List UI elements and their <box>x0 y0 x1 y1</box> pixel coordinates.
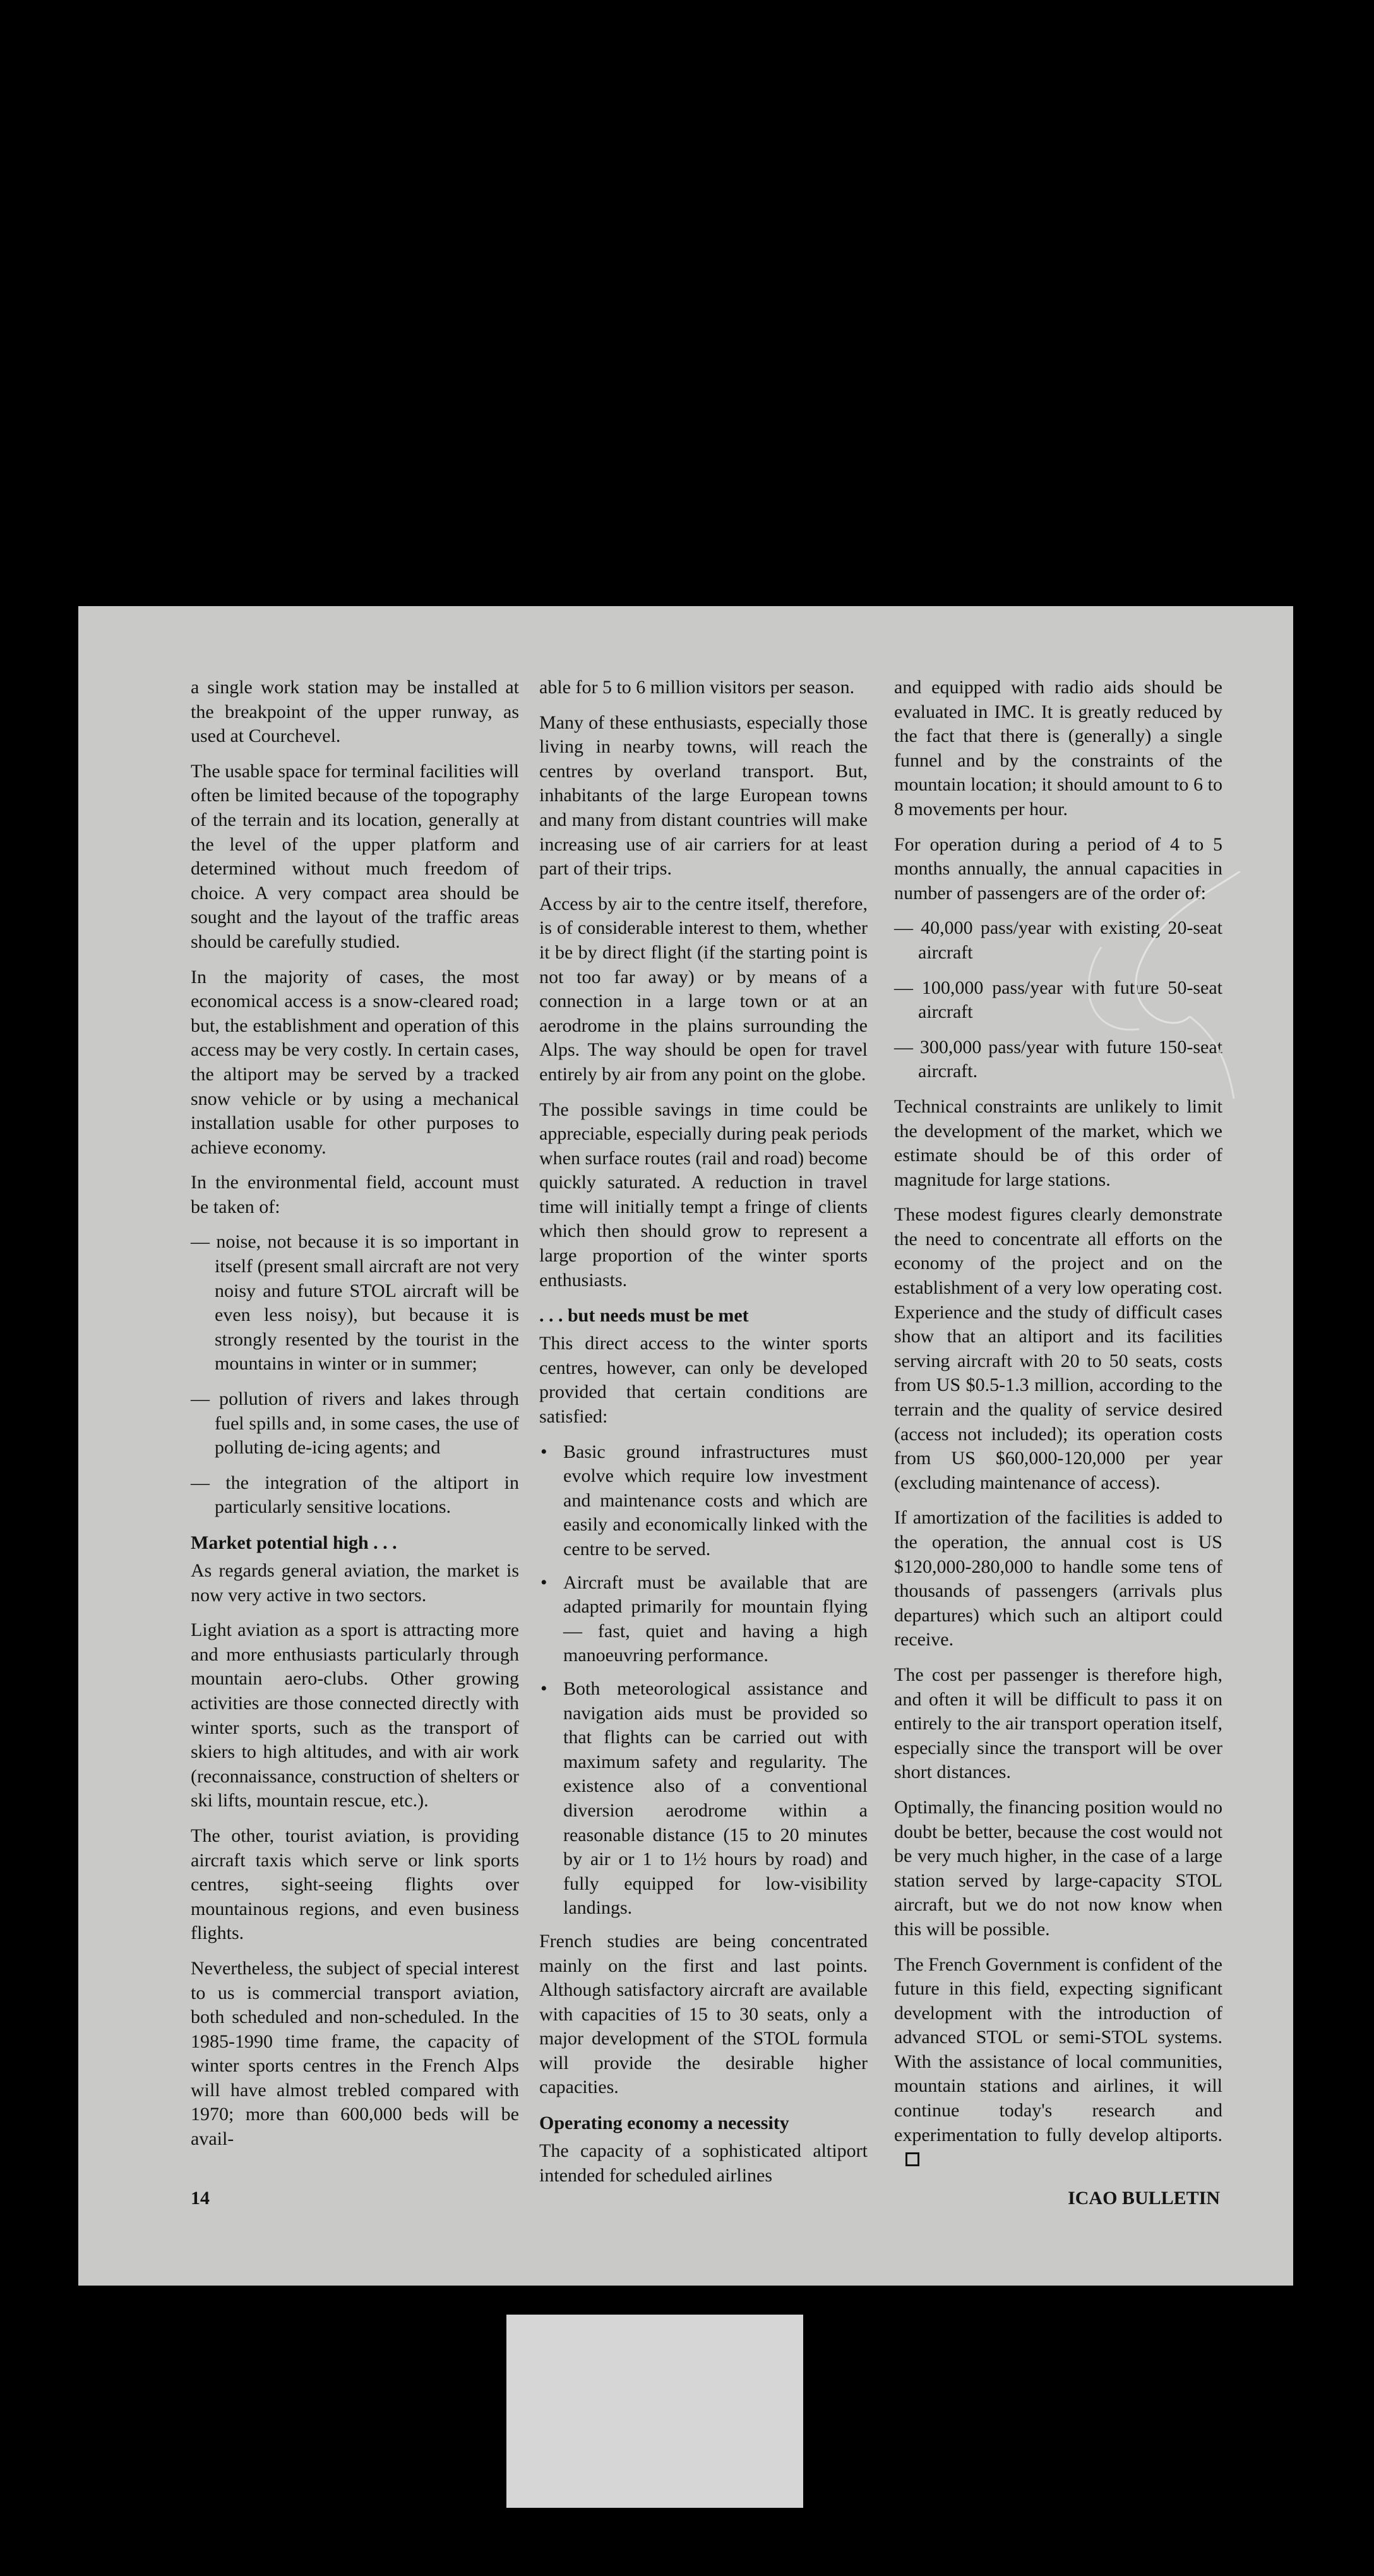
paragraph: These modest figures clearly demonstrate the need to concentrate all efforts on the economy of the project and on the establishment of a very low operating cost. Experience and the study of difficult cases show that an altiport and its facilities serving aircraft with 20 to 50 seats, costs from US $0.5-1.3 million, according to the terrain and the quality of service desired (access not included); its operation costs from US $60,000-120,000 per year (excluding maintenance of access). <box>894 1204 1222 1493</box>
dash-item: — the integration of the altiport in particularly sensitive locations. <box>191 1472 519 1518</box>
section-heading: . . . but needs must be met <box>539 1305 749 1327</box>
paragraph: This direct access to the winter sports centres, however, can only be developed provided that certain conditions are satisfied: <box>539 1333 868 1428</box>
paragraph: The other, tourist aviation, is providing aircraft taxis which serve or link sports centres, sight-seeing flights over mountainous regions, and even business flights. <box>191 1825 519 1944</box>
scan-scratch-icon <box>1063 871 1253 1099</box>
text-column-2 <box>539 676 868 2198</box>
section-heading: Operating economy a necessity <box>539 2113 789 2134</box>
paragraph: The cost per passenger is therefore high, and often it will be difficult to pass it on entirely to the air transport operation itself, especially since the transport will be over short distances. <box>894 1664 1222 1783</box>
publication-title: ICAO BULLETIN <box>1068 2188 1220 2209</box>
bullet-icon: • <box>541 1678 547 1699</box>
closing-paragraph-text: The French Government is confident of the future in this field, expecting significant development with the introduction of advanced STOL or semi-STOL systems. With the assistance of local communities, mountain stations and airlines, it will continue today's research and experimentation to fully develop altiports. <box>894 1953 1222 2145</box>
dash-item: — 300,000 pass/year with future 150-seat aircraft. <box>894 1036 1222 1082</box>
paragraph: a single work station may be installed at the breakpoint of the upper runway, as used at Courchevel. <box>191 677 519 747</box>
paragraph: If amortization of the facilities is added to the operation, the annual cost is US $120,000-280,000 to handle some tens of thousands of passengers (arrivals plus departures) which such an altiport could receive. <box>894 1507 1222 1650</box>
bullet-item <box>539 1677 868 1921</box>
paragraph: In the majority of cases, the most economical access is a snow-cleared road; but, the establishment and operation of this access may be very costly. In certain cases, the altiport may be served by a tracked snow vehicle or by using a mechanical installation usable for other purposes to achieve economy. <box>191 966 519 1158</box>
bullet-text: Aircraft must be available that are adapted primarily for mountain flying — fast, quiet and having a high manoeuvring performance. <box>563 1571 868 1666</box>
paragraph: Nevertheless, the subject of special interest to us is commercial transport aviation, both scheduled and non-scheduled. In the 1985-1990 time frame, the capacity of winter sports centres in the French Alps will have almost trebled compared with 1970; more than 600,000 beds will be avail- <box>191 1957 519 2150</box>
end-mark-icon <box>905 2152 919 2166</box>
paragraph: French studies are being concentrated mainly on the first and last points. Although satisfactory aircraft are available with capacities of 15 to 30 seats, only a major development of the STOL formula will provide the desirable higher capacities. <box>539 1930 868 2098</box>
dash-item: — pollution of rivers and lakes through fuel spills and, in some cases, the use of polluting de-icing agents; and <box>191 1388 519 1458</box>
bullet-item <box>539 1440 868 1562</box>
paragraph: Technical constraints are unlikely to limit the development of the market, which we estimate should be of this order of magnitude for large stations. <box>894 1095 1222 1190</box>
bullet-item <box>539 1571 868 1668</box>
bullet-text: Basic ground infrastructures must evolve which require low investment and maintenance costs and which are easily and economically linked with the centre to be served. <box>563 1441 868 1559</box>
paragraph: able for 5 to 6 million visitors per season. <box>539 677 855 698</box>
calibration-card <box>506 2315 803 2508</box>
paragraph: The usable space for terminal facilities will often be limited because of the topography of the terrain and its location, generally at the level of the upper platform and determined without much freedom of choice. A very compact area should be sought and the layout of the traffic areas should be carefully studied. <box>191 760 519 952</box>
paragraph: Optimally, the financing position would no doubt be better, because the cost would not be very much higher, in the case of a large station served by large-capacity STOL aircraft, but we do not now know when this will be possible. <box>894 1796 1222 1940</box>
dash-item: — noise, not because it is so important in itself (present small aircraft are not very noisy and future STOL aircraft will be even less noisy), but because it is strongly resented by the tourist in the mountains in winter or in summer; <box>191 1231 519 1374</box>
paragraph: In the environmental field, account must be taken of: <box>191 1172 519 1217</box>
paragraph: Light aviation as a sport is attracting more and more enthusiasts particularly through mountain aero-clubs. Other growing activities are those connected directly with winter sports, such as the transport of skiers to high altitudes, and with air work (reconnaissance, construction of shelters or ski lifts, mountain rescue, etc.). <box>191 1619 519 1811</box>
bullet-icon: • <box>541 1571 547 1593</box>
paragraph: Many of these enthusiasts, especially those living in nearby towns, will reach the centres by overland transport. But, inhabitants of the large European towns and many from distant countries will make increasing use of air carriers for at least part of their trips. <box>539 712 868 880</box>
section-heading: Market potential high . . . <box>191 1532 397 1553</box>
paragraph <box>894 1953 1222 2172</box>
bullet-text: Both meteorological assistance and navigation aids must be provided so that flights can be carried out with maximum safety and regularity. The existence also of a conventional diversion aerodrome within a reasonable distance (15 to 20 minutes by air or 1 to 1½ hours by road) and fully equipped for low-visibility landings. <box>563 1678 868 1919</box>
bullet-icon: • <box>541 1441 547 1462</box>
paragraph: Access by air to the centre itself, therefore, is of considerable interest to them, whether it be by direct flight (if the starting point is not too far away) or by means of a connection in a large town or at an aerodrome in the plains surrounding the Alps. The way should be open for travel entirely by air from any point on the globe. <box>539 893 868 1085</box>
page-number: 14 <box>191 2188 210 2209</box>
dash-item: — 40,000 pass/year with existing 20-seat aircraft <box>894 917 1222 963</box>
text-column-1 <box>191 676 519 2162</box>
paragraph: and equipped with radio aids should be evaluated in IMC. It is greatly reduced by the fact that there is (generally) a single funnel and by the constraints of the mountain location; it should amount to 6 to 8 movements per hour. <box>894 677 1222 820</box>
paragraph: The capacity of a sophisticated altiport intended for scheduled airlines <box>539 2140 868 2186</box>
paragraph: For operation during a period of 4 to 5 months annually, the annual capacities in number of passengers are of the order of: <box>894 833 1222 903</box>
paragraph: The possible savings in time could be appreciable, especially during peak periods when surface routes (rail and road) become quickly saturated. A reduction in travel time will initially tempt a fringe of clients which then should grow to represent a large proportion of the winter sports enthusiasts. <box>539 1099 868 1291</box>
paragraph: As regards general aviation, the market is now very active in two sectors. <box>191 1560 519 1606</box>
document-page <box>78 606 1293 2286</box>
dash-item: — 100,000 pass/year with future 50-seat aircraft <box>894 977 1222 1023</box>
